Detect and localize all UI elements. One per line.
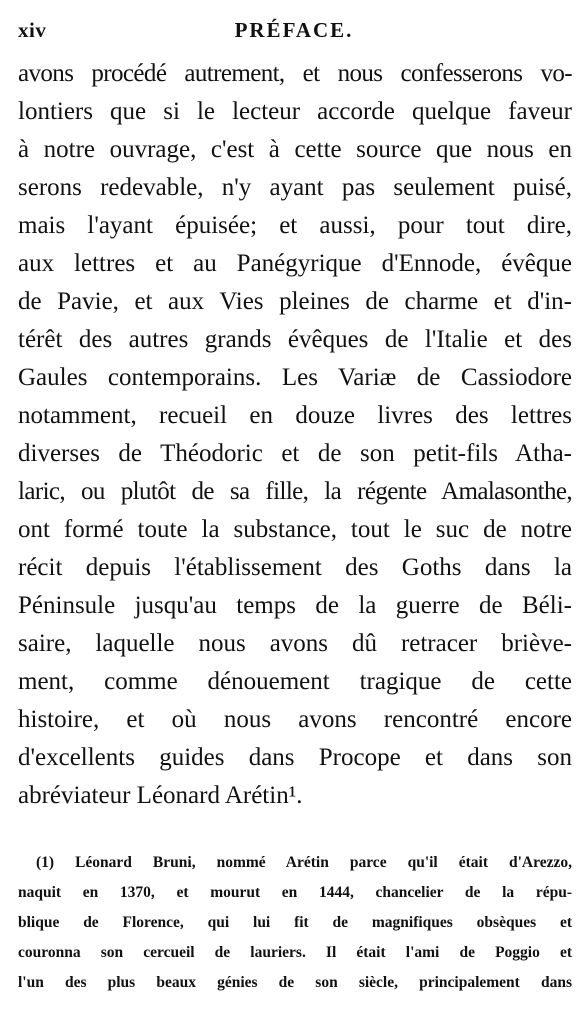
- text-line: aux lettres et au Panégyrique d'Ennode, évêque: [18, 250, 572, 277]
- text-line: avons procédé autrement, et nous confesserons vo-: [18, 60, 572, 87]
- text-line: diverses de Théodoric et de son petit-fils Atha-: [18, 440, 572, 467]
- footnote-line: couronna son cercueil de lauriers. Il était l'ami de Poggio et: [18, 944, 572, 961]
- text-line: histoire, et où nous avons rencontré encore: [18, 706, 572, 733]
- running-head: PRÉFACE.: [234, 18, 354, 42]
- text-line: de Pavie, et aux Vies pleines de charme et d'in-: [18, 288, 572, 315]
- text-line: térêt des autres grands évêques de l'Italie et des: [18, 326, 572, 353]
- text-line: récit depuis l'établissement des Goths dans la: [18, 554, 572, 581]
- footnote-line: l'un des plus beaux génies de son siècle, principalement dans: [18, 974, 572, 991]
- text-line: Gaules contemporains. Les Variæ de Cassiodore: [18, 364, 572, 391]
- text-line: lontiers que si le lecteur accorde quelque faveur: [18, 98, 572, 125]
- footnote-line: naquit en 1370, et mourut en 1444, chancelier de la répu-: [18, 884, 572, 901]
- text-line: abréviateur Léonard Arétin¹.: [18, 782, 303, 809]
- text-line: Péninsule jusqu'au temps de la guerre de Béli-: [18, 592, 572, 619]
- text-line: mais l'ayant épuisée; et aussi, pour tout dire,: [18, 212, 572, 239]
- page-header: [18, 18, 570, 54]
- text-line: serons redevable, n'y ayant pas seulement puisé,: [18, 174, 572, 201]
- footnote: [18, 848, 572, 998]
- text-line: notamment, recueil en douze livres des lettres: [18, 402, 572, 429]
- text-line: à notre ouvrage, c'est à cette source que nous en: [18, 136, 572, 163]
- footnote-line: (1) Léonard Bruni, nommé Arétin parce qu'il était d'Arezzo,: [36, 854, 572, 871]
- text-line: ment, comme dénouement tragique de cette: [18, 668, 572, 695]
- text-line: ont formé toute la substance, tout le suc de notre: [18, 516, 572, 543]
- footnote-line: blique de Florence, qui lui fit de magnifiques obsèques et: [18, 914, 572, 931]
- body-text: [18, 55, 572, 815]
- page-number: xiv: [18, 18, 47, 42]
- text-line: saire, laquelle nous avons dû retracer briève-: [18, 630, 572, 657]
- text-line: d'excellents guides dans Procope et dans son: [18, 744, 572, 771]
- text-line: laric, ou plutôt de sa fille, la régente Amalasonthe,: [18, 478, 572, 505]
